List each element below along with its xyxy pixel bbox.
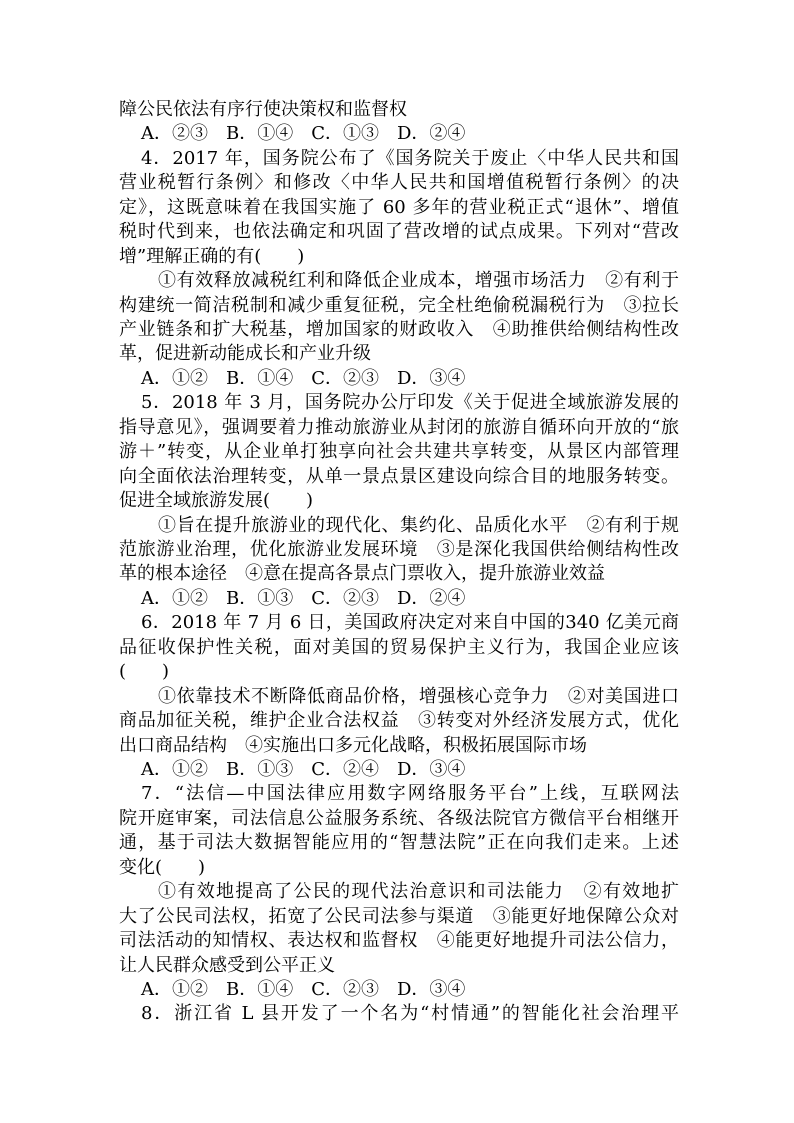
choice-text-line: ①旨在提升旅游业的现代化、集约化、品质化水平 ②有利于规 bbox=[158, 515, 679, 536]
answer-options: A．①② B．①④ C．②③ D．③④ bbox=[141, 979, 466, 1000]
text-line: 游＋”转变，从企业单打独享向社会共建共享转变，从景区内部管理 bbox=[119, 441, 679, 462]
choice-text-line: ①依靠技术不断降低商品价格，增强核心竞争力 ②对美国进口 bbox=[158, 686, 679, 707]
question-4-line: 4．2017 年，国务院公布了《国务院关于废止〈中华人民共和国 bbox=[141, 148, 679, 169]
choice-text-line: 让人民群众感受到公平正义 bbox=[119, 955, 335, 976]
choice-text-line: 构建统一简洁税制和减少重复征税，完全杜绝偷税漏税行为 ③拉长 bbox=[119, 295, 679, 316]
choice-text-line: 革，促进新动能成长和产业升级 bbox=[119, 343, 371, 364]
answer-options: A．①② B．①④ C．②③ D．③④ bbox=[141, 368, 466, 389]
answer-options: A．②③ B．①④ C．①③ D．②④ bbox=[141, 123, 466, 144]
answer-options: A．①② B．①③ C．②③ D．②④ bbox=[141, 588, 466, 609]
text-line: 促进全域旅游发展( ) bbox=[119, 490, 314, 511]
choice-text-line: 革的根本途径 ④意在提高各景点门票收入，提升旅游业效益 bbox=[119, 563, 605, 584]
text-line: ( ) bbox=[119, 661, 170, 682]
question-6-line: 6．2018 年 7 月 6 日，美国政府决定对来自中国的340 亿美元商 bbox=[141, 612, 679, 633]
text-line: 营业税暂行条例〉和修改〈中华人民共和国增值税暂行条例〉的决 bbox=[119, 172, 679, 193]
choice-text-line: ①有效释放减税红利和降低企业成本，增强市场活力 ②有利于 bbox=[158, 270, 679, 291]
choice-text-line: 商品加征关税，维护企业合法权益 ③转变对外经济发展方式，优化 bbox=[119, 710, 679, 731]
choice-text-line: 产业链条和扩大税基，增加国家的财政收入 ④助推供给侧结构性改 bbox=[119, 319, 679, 340]
text-line: 定》，这既意味着在我国实施了 60 多年的营业税正式“退休”、增值 bbox=[119, 197, 679, 218]
text-line: 指导意见》，强调要着力推动旅游业从封闭的旅游自循环向开放的“旅 bbox=[119, 417, 679, 438]
question-5-line: 5．2018 年 3 月，国务院办公厅印发《关于促进全域旅游发展的 bbox=[141, 392, 679, 413]
text-line: 品征收保护性关税，面对美国的贸易保护主义行为，我国企业应该 bbox=[119, 637, 679, 658]
choice-text-line: 大了公民司法权，拓宽了公民司法参与渠道 ③能更好地保障公众对 bbox=[119, 906, 679, 927]
text-line: 税时代到来，也依法确定和巩固了营改增的试点成果。下列对“营改 bbox=[119, 221, 679, 242]
text-line: 向全面依法治理转变，从单一景点景区建设向综合目的地服务转变。 bbox=[119, 466, 679, 487]
text-line: 增”理解正确的有( ) bbox=[119, 246, 305, 267]
text-line: 院开庭审案，司法信息公益服务系统、各级法院官方微信平台相继开 bbox=[119, 808, 679, 829]
text-line: 通，基于司法大数据智能应用的“智慧法院”正在向我们走来。上述 bbox=[119, 832, 679, 853]
choice-text-line: ①有效地提高了公民的现代法治意识和司法能力 ②有效地扩 bbox=[158, 881, 679, 902]
question-7-line: 7．“法信—中国法律应用数字网络服务平台”上线，互联网法 bbox=[141, 783, 679, 804]
choice-text-line: 出口商品结构 ④实施出口多元化战略，积极拓展国际市场 bbox=[119, 735, 587, 756]
choice-text-line: 司法活动的知情权、表达权和监督权 ④能更好地提升司法公信力， bbox=[119, 930, 679, 951]
text-line: 障公民依法有序行使决策权和监督权 bbox=[119, 99, 407, 120]
answer-options: A．①② B．①③ C．②④ D．③④ bbox=[141, 759, 466, 780]
question-8-line: 8．浙江省 L 县开发了一个名为“村情通”的智能化社会治理平 bbox=[141, 1003, 679, 1024]
choice-text-line: 范旅游业治理，优化旅游业发展环境 ③是深化我国供给侧结构性改 bbox=[119, 539, 679, 560]
text-line: 变化( ) bbox=[119, 857, 206, 878]
